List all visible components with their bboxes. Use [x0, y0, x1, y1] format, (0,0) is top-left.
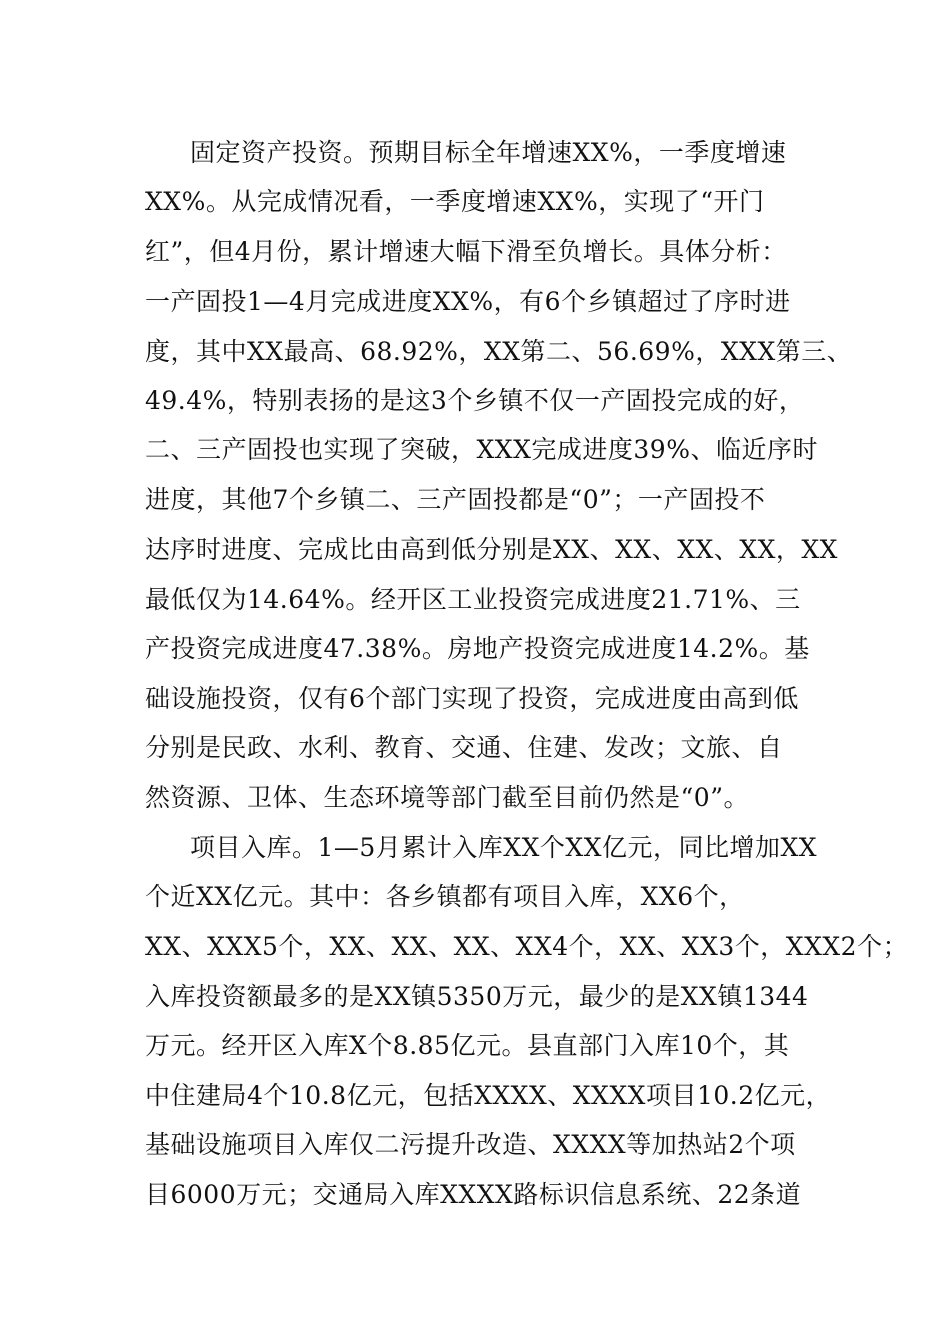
paragraph-line: 一产固投1—4月完成进度XX%，有6个乡镇超过了序时进 [145, 287, 791, 316]
paragraph-line: 49.4%，特别表扬的是这3个乡镇不仅一产固投完成的好， [145, 386, 805, 415]
paragraph-line: 入库投资额最多的是XX镇5350万元，最少的是XX镇1344 [145, 982, 809, 1011]
paragraph-line: 进度，其他7个乡镇二、三产固投都是“0”；一产固投不 [145, 485, 766, 514]
paragraph-line: 础设施投资，仅有6个部门实现了投资，完成进度由高到低 [145, 684, 799, 713]
paragraph-line: 分别是民政、水利、教育、交通、住建、发改；文旅、自 [145, 733, 783, 762]
paragraph-line: 度，其中XX最高、68.92%，XX第二、56.69%，XXX第三、 [145, 337, 853, 366]
paragraph-line: 达序时进度、完成比由高到低分别是XX、XX、XX、XX，XX [145, 535, 838, 564]
paragraph-line: 项目入库。1—5月累计入库XX个XX亿元，同比增加XX [190, 833, 818, 862]
paragraph-line: XX、XXX5个，XX、XX、XX、XX4个，XX、XX3个，XXX2个； [145, 932, 909, 961]
paragraph-line: 产投资完成进度47.38%。房地产投资完成进度14.2%。基 [145, 634, 810, 663]
paragraph-line: XX%。从完成情况看，一季度增速XX%，实现了“开门 [145, 187, 765, 216]
paragraph-line: 万元。经开区入库X个8.85亿元。县直部门入库10个，其 [145, 1031, 790, 1060]
paragraph-line: 二、三产固投也实现了突破，XXX完成进度39%、临近序时 [145, 435, 818, 464]
paragraph-line: 目6000万元；交通局入库XXXX路标识信息系统、22条道 [145, 1180, 802, 1209]
paragraph-line: 红”，但4月份，累计增速大幅下滑至负增长。具体分析： [145, 237, 787, 266]
paragraph-line: 中住建局4个10.8亿元，包括XXXX、XXXX项目10.2亿元， [145, 1081, 832, 1110]
paragraph-line: 固定资产投资。预期目标全年增速XX%，一季度增速 [190, 138, 787, 167]
paragraph-line: 个近XX亿元。其中：各乡镇都有项目入库，XX6个， [145, 882, 745, 911]
paragraph-line: 基础设施项目入库仅二污提升改造、XXXX等加热站2个项 [145, 1130, 796, 1159]
paragraph-line: 然资源、卫体、生态环境等部门截至目前仍然是“0”。 [145, 783, 749, 812]
paragraph-line: 最低仅为14.64%。经开区工业投资完成进度21.71%、三 [145, 585, 801, 614]
